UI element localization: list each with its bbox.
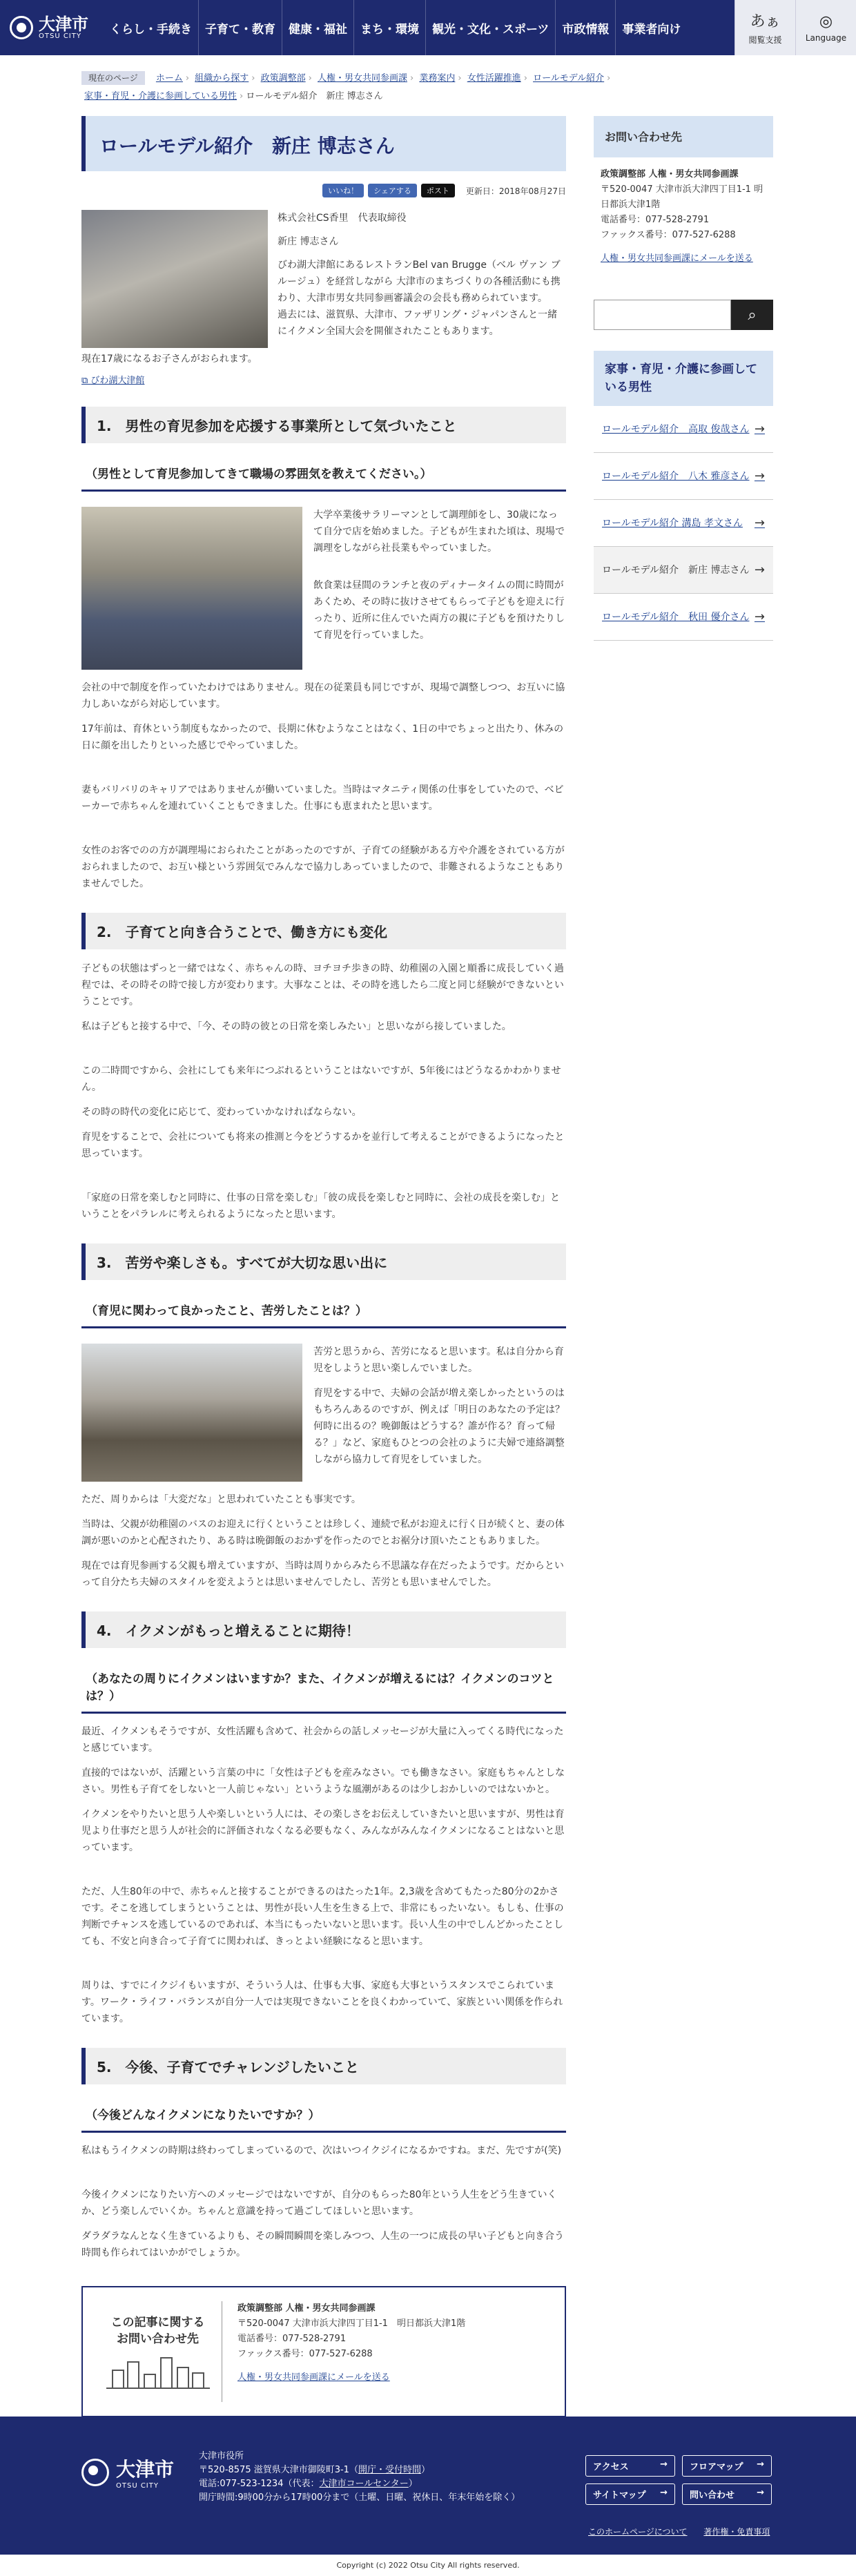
nav-kurashi[interactable]: くらし・手続き [110,22,192,37]
building-photo [81,1344,302,1482]
s1-paragraph: 会社の中で制度を作っていたわけではありません。現在の従業員も同じですが、現場で調整しつつ、お互いに協力しあいながら対応しています。 [81,682,565,710]
global-nav [104,0,687,55]
s2-paragraph: 「家庭の日常を楽しむと同時に、仕事の日常を楽しむ」「彼の成長を楽しむと同時に、会社の成長を楽しむ」ということをパラレルに考えられるようになったと思います。 [81,1192,560,1220]
s1-paragraph: 大学卒業後サラリーマンとして調理師をし、30歳になって自分で店を始めました。子どもが生まれた頃は、現場で調理をしながら社長業もやっていました。 [313,510,565,554]
profile-name: 新庄 博志さん [278,236,339,247]
sidebar-mail-link[interactable]: 人権・男女共同参画課にメールを送る [601,253,753,264]
main-content [81,116,566,2417]
arrow-right-icon: → [754,468,765,483]
s2-paragraph: 子どもの状態はずっと一緒ではなく、赤ちゃんの時、ヨチヨチ歩きの時、幼稚園の入園と順番に成長していく過程では、その時その時で接し方が変わります。大事なことは、その時を逃したら二度と同じ経験ができないということです。 [81,963,564,1007]
footer-buttons [585,2455,772,2505]
breadcrumb-label: 現在のページ [81,71,145,85]
nav-kenko[interactable]: 健康・福祉 [282,0,353,55]
city-emblem-icon [10,16,33,39]
section-5-question: （今後どんなイクメンになりたいですか？） [81,2095,566,2133]
nav-kanko[interactable]: 観光・文化・スポーツ [425,0,555,55]
nav-jigyosha[interactable]: 事業者向け [615,0,687,55]
article-contact-box [81,2286,566,2417]
facebook-share-button[interactable]: シェアする [368,184,417,197]
s2-paragraph: 私は子どもと接する中で、「今、その時の彼との日常を楽しみたい」と思いながら接していました。 [81,1021,512,1032]
s1-paragraph: 17年前は、育休という制度もなかったので、長期に休むようなことはなく、1日の中でちょっと出たり、休みの日に顔を出したりといった感じでやっていました。 [81,724,564,751]
s1-paragraph: 妻もバリバリのキャリアではありませんが働いていました。当時はマタニティ関係の仕事をしていたので、ベビーカーで赤ちゃんを連れていくこともできました。仕事にも恵まれたと思います。 [81,784,564,812]
article-contact-title: この記事に関する お問い合わせ先 [110,2316,205,2346]
breadcrumb-current: ロールモデル紹介 新庄 博志さん [246,91,383,101]
reading-support-icon: あぁ [750,13,781,30]
breadcrumb-section[interactable]: 人権・男女共同参画課 [317,73,407,84]
footer-name: 大津市役所 [199,2451,244,2461]
reading-support-label: 閲覧支援 [748,35,782,45]
article-contact-tel: 電話番号：077-528-2791 [237,2334,347,2344]
section-1-body [81,507,566,892]
s5-paragraph: ダラダラなんとなく生きているよりも、その瞬間瞬間を楽しみつつ、人生の一つに成長の早い子どもと向き合う時間も作られてはいかがでしょうか。 [81,2231,565,2258]
article-contact-address: 〒520-0047 大津市浜大津四丁目1-1 明日都浜大津1階 [237,2318,466,2329]
sidebar-contact [594,157,773,276]
s3-paragraph: 当時は、父親が幼稚園のバスのお迎えに行くということは珍しく、連続で私がお迎えに行く日が続くと、妻の体調が悪いのかと心配されたり、ある時は晩御飯のおかずを作ったのでとお裾分け頂いたこともありました。 [81,1519,565,1547]
sidebar-list-heading: 家事・育児・介護に参画している男性 [594,351,773,406]
breadcrumb-category[interactable]: 家事・育児・介護に参画している男性 [84,91,237,101]
profile-photo [81,210,268,348]
section-4-body [81,1723,566,2027]
article-contact-org: 政策調整部 人権・男女共同参画課 [237,2303,376,2314]
breadcrumb-dept[interactable]: 政策調整部 [260,73,306,84]
footer-links [574,2526,770,2537]
footer-hours-link[interactable]: 開庁・受付時間 [358,2465,421,2475]
search-button[interactable] [731,300,773,330]
section-2-heading: 2. 子育てと向き合うことで、働き方にも変化 [81,913,566,949]
footer-sitemap-button[interactable]: サイトマップ → [585,2483,675,2505]
facebook-like-button[interactable]: いいね！ [322,184,364,197]
arrow-right-icon: → [660,2488,668,2498]
footer-copyright-link[interactable]: 著作権・免責事項 [703,2527,770,2537]
nav-kosodate[interactable]: 子育て・教育 [198,0,282,55]
profile-body: びわ湖大津館にあるレストランBel van Brugge（ベル ヴァン ブルージュ）を経営しながら 大津市のまちづくりの各種活動にも携わり、大津市男女共同参画審議会の会長も務められています。 [278,260,561,304]
footer-contact-button[interactable]: 問い合わせ → [682,2483,772,2505]
footer-info: 大津市役所 〒520-8575 滋賀県大津市御陵町3-1（開庁・受付時間） 電話:077-523-1234（代表：大津市コールセンター） 開庁時間:9時00分から17時00分まで（土曜、日曜、祝休日、年末年始を除く） [199,2450,520,2505]
s4-paragraph: ただ、人生80年の中で、赤ちゃんと接することができるのはたった1年。2,3歳を含めてもたった80分の2かさです。そこを逃してしまうということは、男性が長い人生を生きる上で、非常にもったいない。もしも、仕事の判断でチャンスを逃しているのであれば、本当にもったいないと思います。長い人生の中でしんどかったことしても、不安と向き合って子育てに関われば、きっとよい経験になると思います。 [81,1886,564,1947]
footer-logo-en: OTSU CITY [116,2482,159,2490]
section-3-body [81,1344,566,1591]
s3-paragraph: 育児をする中で、夫婦の会話が増え楽しかったというのはもちろんあるのですが、例えば「明日のあなたの予定は？何時に出るの？晩御飯はどうする？誰が作る？育って帰る？」など、家庭もひとつの会社のように夫婦で連絡調整しながら協力して育児をしていました。 [313,1388,565,1465]
s3-paragraph: ただ、周りからは「大変だな」と思われていたことも事実です。 [81,1494,361,1505]
breadcrumb-rolemodel[interactable]: ロールモデル紹介 [533,73,605,84]
section-5-heading: 5. 今後、子育てでチャレンジしたいこと [81,2048,566,2084]
restaurant-photo [81,507,302,670]
city-emblem-icon [81,2459,109,2486]
sidebar-contact-tel: 電話番号：077-528-2791 [601,215,710,225]
search-input[interactable] [594,300,731,330]
section-4-question: （あなたの周りにイクメンはいますか？また、イクメンが増えるには？イクメンのコツとは？） [81,1659,566,1714]
profile-company: 株式会社CS香里 代表取締役 [278,213,407,224]
city-buildings-icon [106,2354,210,2389]
footer-tel: 電話:077-523-1234（代表： [199,2479,320,2489]
profile-children: 現在17歳になるお子さんがおられます。 [81,354,257,365]
section-3-heading: 3. 苦労や楽しさも。すべてが大切な思い出に [81,1243,566,1280]
sidebar-item-akita[interactable]: ロールモデル紹介 秋田 優介さん → [594,594,773,641]
arrow-right-icon: → [754,609,765,624]
breadcrumb-josei[interactable]: 女性活躍推進 [467,73,521,84]
s4-paragraph: 最近、イクメンもそうですが、女性活躍も含めて、社会からの話しメッセージが大量に入ってくる時代になったと感じています。 [81,1726,564,1754]
site-logo[interactable] [10,16,104,40]
footer-logo[interactable] [81,2454,174,2490]
biwako-otsukan-link[interactable]: ⧉ びわ湖大津館 [81,376,145,386]
language-label: Language [805,32,847,43]
footer-callcenter-link[interactable]: 大津市コールセンター [319,2479,409,2489]
reading-support-button[interactable] [735,0,795,55]
article-contact-mail-link[interactable]: 人権・男女共同参画課にメールを送る [237,2372,390,2383]
arrow-right-icon: → [754,515,765,530]
s2-paragraph: この二時間ですから、会社にしても来年につぶれるということはないですが、5年後にはどうなるかわかりません。 [81,1065,561,1093]
arrow-right-icon: → [757,2488,764,2498]
s5-paragraph: 私はもうイクメンの時期は終わってしまっているので、次はいつイクジイになるかですね。まだ、先ですが(笑) [81,2145,562,2156]
footer-hours: 開庁時間:9時00分から17時00分まで（土曜、日曜、祝休日、年末年始を除く） [199,2492,521,2503]
sidebar-contact-heading: お問い合わせ先 [594,116,773,157]
arrow-right-icon: → [757,2459,764,2470]
site-footer [0,2417,856,2555]
profile-intro [81,210,566,348]
breadcrumb: 現在のページ ホーム › 組織から探す › 政策調整部 › 人権・男女共同参画課 › 業務案内 › 女性活躍推進 › ロールモデル紹介 › 家事・育児・介護に参画している男性 › ロールモデル紹介 新庄 博志さん [81,69,689,106]
breadcrumb-home[interactable]: ホーム [155,73,183,84]
site-header [0,0,856,55]
page-title: ロールモデル紹介 新庄 博志さん [81,116,566,171]
footer-about-link[interactable]: このホームページについて [588,2527,688,2537]
sidebar-contact-org: 政策調整部 人権・男女共同参画課 [601,169,739,180]
breadcrumb-org[interactable]: 組織から探す [195,73,249,84]
profile-body2: 過去には、滋賀県、大津市、ファザリング・ジャパンさんと一緒にイクメン全国大会を開催されたこともあります。 [278,309,558,337]
search-icon: ⌕ [748,306,757,323]
share-bar [81,184,566,197]
section-1-question: （男性として育児参加してきて職場の雰囲気を教えてください。） [81,454,566,492]
arrow-right-icon: → [754,421,765,436]
s1-paragraph: 女性のお客でのの方が調理場におられたことがあったのですが、子育ての経験がある方や介護をされている方がおられましたので、お互い様という雰囲気でみんなで協力しあっていましたので、非難されるようなこともありませんでした。 [81,845,565,889]
breadcrumb-gyomu[interactable]: 業務案内 [419,73,456,84]
s5-paragraph: 今後イクメンになりたい方へのメッセージではないですが、自分のもらった80年という人生をどう生きていくか、どう楽しんでいくか。ちゃんと意識を持って過ごしてほしいと思います。 [81,2189,557,2217]
s1-paragraph: 飲食業は昼間のランチと夜のディナータイムの間に時間があくため、その時に抜けさせてもらって子どもを迎えに行ったり、近所に住んでいた両方の親に子どもを預けたりして育児を行っていました。 [313,580,565,641]
s4-paragraph: 周りは、すでにイクジイもいますが、そういう人は、仕事も大事、家庭も大事というスタンスでこられています。ワーク・ライフ・バランスが自分一人では実現できないことを良くわかっていて、家族といい関係を作られています。 [81,1980,563,2024]
x-post-button[interactable]: ポスト [421,184,455,197]
language-button[interactable] [795,0,856,55]
site-search [594,300,773,330]
article-contact-fax: ファックス番号：077-527-6288 [237,2349,373,2359]
section-3-question: （育児に関わって良かったこと、苦労したことは？） [81,1291,566,1328]
sidebar-contact-address: 〒520-0047 大津市浜大津四丁目1-1 明日都浜大津1階 [601,184,763,210]
s2-paragraph: その時の時代の変化に応じて、変わっていかなければならない。 [81,1107,362,1118]
sidebar-contact-fax: ファックス番号：077-527-6288 [601,230,736,240]
s4-paragraph: イクメンをやりたいと思う人や楽しいという人には、その楽しさをお伝えしていきたいと思いますが、男性は育児より仕事だと思う人が社会的に評価されなくなる必要もなく、みんながみんなイクメンになることはないと思っています。 [81,1809,565,1853]
section-5-body [81,2142,566,2261]
sidebar-item-yagi[interactable]: ロールモデル紹介 八木 雅彦さん → [594,453,773,500]
section-2-body [81,960,566,1223]
logo-jp: 大津市 [39,14,88,34]
s3-paragraph: 苦労と思うから、苦労になると思います。私は自分から育児をしようと思い楽しんでいました。 [313,1346,564,1374]
s2-paragraph: 育児をすることで、会社についても将来の推測と今をどうするかを並行して考えることができるようになったと思っています。 [81,1132,565,1159]
footer-access-button[interactable]: アクセス → [585,2455,675,2477]
arrow-right-icon: → [754,562,765,577]
external-link-icon: ⧉ [81,376,91,386]
updated-date: 更新日：2018年08月27日 [465,186,566,196]
sidebar-item-mizoshima[interactable]: ロールモデル紹介 溝島 孝文さん → [594,500,773,547]
globe-icon: ◎ [819,12,833,30]
arrow-right-icon: → [660,2459,668,2470]
nav-machi[interactable]: まち・環境 [353,0,425,55]
sidebar-list [594,406,773,641]
section-4-heading: 4. イクメンがもっと増えることに期待！ [81,1611,566,1648]
footer-floormap-button[interactable]: フロアマップ → [682,2455,772,2477]
s4-paragraph: 直接的ではないが、活躍という言葉の中に「女性は子どもを産みなさい。でも働きなさい。家庭もちゃんとしなさい。男性も子育てをしないと一人前じゃない」というような風潮があるのは少しおかしいのではないかと。 [81,1768,565,1795]
footer-logo-jp: 大津市 [116,2458,175,2481]
sidebar-item-shinjo[interactable]: ロールモデル紹介 新庄 博志さん → [594,547,773,594]
sidebar-item-takatori[interactable]: ロールモデル紹介 高取 俊哉さん → [594,406,773,453]
footer-address: 〒520-8575 滋賀県大津市御陵町3-1（ [199,2465,358,2475]
s3-paragraph: 現在では育児参画する父親も増えていますが、当時は周りからみたら不思議な存在だったようです。だからといって自分たち夫婦のスタイルを変えようとは思いませんでしたし、苦労とも思いませんでした。 [81,1560,564,1588]
section-1-heading: 1. 男性の育児参加を応援する事業所として気づいたこと [81,407,566,443]
nav-shisei[interactable]: 市政情報 [555,0,615,55]
logo-en: OTSU CITY [39,32,81,40]
sidebar [594,116,773,641]
copyright: Copyright (c) 2022 Otsu City All rights reserved. [0,2555,856,2576]
